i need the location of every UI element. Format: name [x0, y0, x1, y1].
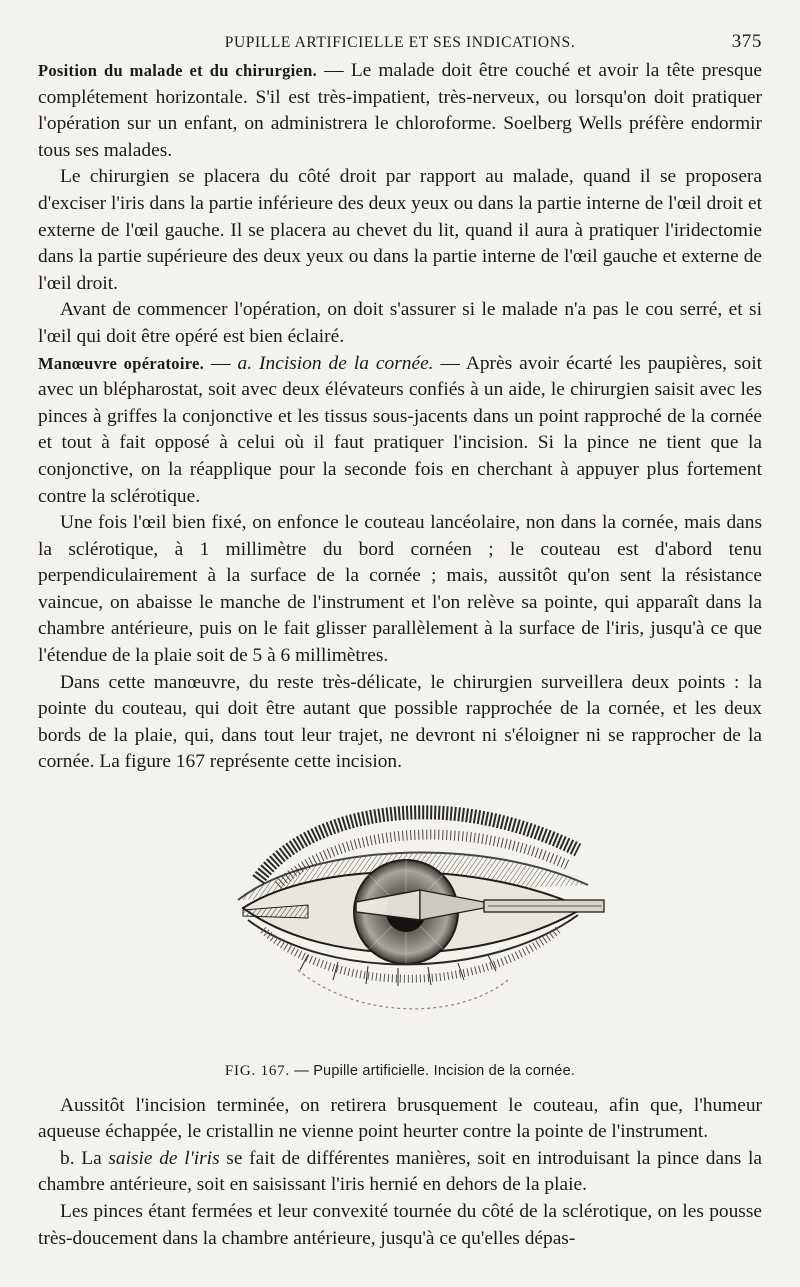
paragraph-forceps: Les pinces étant fermées et leur convexité tournée du côté de la sclérotique, on les pousse très-doucement dans la chambre antérieure, jusqu'à ce qu'elles dépas- [38, 1201, 762, 1249]
paragraph-surgeon-placement: Le chirurgien se placera du côté droit par rapport au malade, quand il se proposera d'exciser l'iris dans la partie inférieure des deux yeux ou dans la partie interne de l'œil droit et externe de l'œil gauche. Il se placera au chevet du lit, quand il aura à pratiquer l'iridectomie dans la partie supérieure des deux yeux ou dans la partie interne de l'œil gauche et externe de l'œil droit. [38, 166, 762, 294]
figure-caption-text: — Pupille artificielle. Incision de la cornée. [290, 1063, 576, 1080]
figure-label: FIG. 167. [224, 1063, 291, 1080]
body-text [38, 58, 762, 1252]
paragraph-before-operation: Avant de commencer l'opération, on doit s'assurer si le malade n'a pas le cou serré, et si l'œil qui doit être opéré est bien éclairé. [38, 299, 762, 347]
section-heading-manoeuvre: Manœuvre opératoire. [38, 353, 205, 373]
paragraph-position [38, 58, 762, 164]
paragraph-withdraw-knife: Aussitôt l'incision terminée, on retirera brusquement le couteau, afin que, l'humeur aqueuse échappée, le cristallin ne vienne point heurter contre la pointe de l'instrument. [38, 1094, 762, 1143]
figure-caption [38, 1058, 762, 1085]
paragraph-iris-letter: b. La [60, 1147, 109, 1169]
paragraph-manoeuvre-dash: — [204, 352, 238, 374]
page-number: 375 [731, 31, 762, 52]
paragraph-iris-text: se fait de différentes manières, soit en introduisant la pince dans la chambre antérieure, soit en saisissant l'iris hernié en dehors de la plaie. [38, 1147, 762, 1196]
figure-167 [38, 790, 762, 1048]
section-heading-position: Position du malade et du chirurgien. [38, 61, 318, 80]
term-saisie-iris: saisie de l'iris [108, 1147, 220, 1169]
subheading-incision: a. Incision de la cornée. [237, 352, 434, 374]
paragraph-manoeuvre [38, 351, 762, 511]
running-title: PUPILLE ARTIFICIELLE ET SES INDICATIONS. [224, 34, 576, 51]
paragraph-delicate: Dans cette manœuvre, du reste très-délicate, le chirurgien surveillera deux points : la pointe du couteau, qui doit être autant que possible rapprochée de la cornée, et les deux bords de la plaie, qui, dans tout leur trajet, ne devront ni s'éloigner ni se rapprocher de la cornée. La figure 167 représente cette incision. [38, 671, 762, 773]
paragraph-iris-seizure [38, 1146, 762, 1199]
paragraph-manoeuvre-text: — Après avoir écarté les paupières, soit avec un blépharostat, soit avec deux élévateurs confiés à un aide, le chirurgien saisit avec les pinces à griffes la conjonctive et les tissus sous-jacents dans un point rapproché de la cornée et tout à fait opposé à celui où il faut pratiquer l'incision. Si la pince ne tient que la conjonctive, on la réapplique pour la seconde fois en cherchant à appuyer plus fortement contre la sclérotique. [38, 352, 762, 507]
eye-incision-illustration [188, 790, 618, 1048]
running-head [38, 26, 762, 58]
paragraph-position-text: — Le malade doit être couché et avoir la tête presque complétement horizontale. S'il est très-impatient, très-nerveux, ou lorsqu'on doit pratiquer l'opération sur un enfant, on administrera le chloroforme. Soelberg Wells préfère endormir tous ses malades. [38, 60, 763, 161]
paragraph-knife: Une fois l'œil bien fixé, on enfonce le couteau lancéolaire, non dans la cornée, mais dans la sclérotique, à 1 millimètre du bord cornéen ; le couteau est d'abord tenu perpendiculairement à la surface de la cornée ; mais, aussitôt qu'on sent la résistance vaincue, on abaisse le manche de l'instrument et l'on relève sa pointe, qui apparaît dans la chambre antérieure, puis on le fait glisser parallèlement à la surface de l'iris, jusqu'à ce que l'étendue de la plaie soit de 5 à 6 millimètres. [38, 512, 762, 667]
book-page [38, 26, 762, 1252]
